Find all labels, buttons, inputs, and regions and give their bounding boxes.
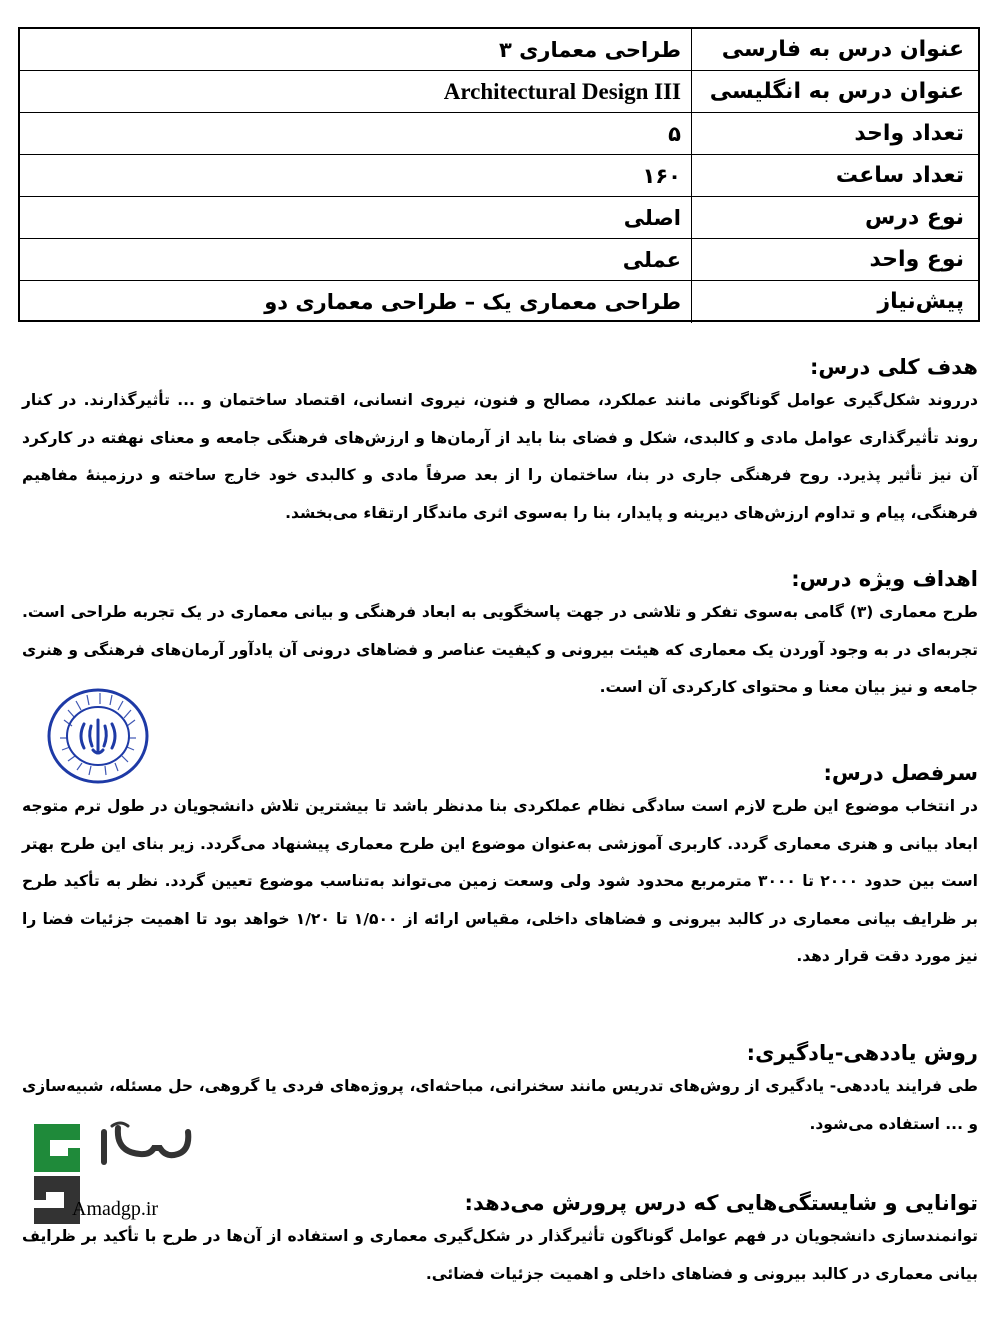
table-row bbox=[20, 239, 978, 281]
table-row bbox=[20, 197, 978, 239]
section-syllabus bbox=[22, 758, 978, 976]
row-label: تعداد واحد bbox=[691, 113, 978, 154]
table-row bbox=[20, 281, 978, 323]
row-value: طراحی معماری یک – طراحی معماری دو bbox=[264, 290, 681, 314]
row-label: عنوان درس به انگلیسی bbox=[691, 71, 978, 112]
row-value: اصلی bbox=[623, 206, 681, 230]
row-value: طراحی معماری ۳ bbox=[498, 38, 681, 62]
section-heading: اهداف ویژه درس: bbox=[791, 567, 978, 591]
row-value: ۱۶۰ bbox=[642, 164, 681, 188]
section-heading: توانایی و شایستگی‌هایی که درس پرورش می‌دهد: bbox=[464, 1191, 978, 1215]
official-seal-icon bbox=[46, 686, 150, 786]
row-value: Architectural Design III bbox=[443, 79, 681, 104]
section-heading: سرفصل درس: bbox=[823, 761, 978, 785]
section-heading: هدف کلی درس: bbox=[810, 355, 978, 379]
section-special-goals bbox=[22, 564, 978, 707]
course-info-table bbox=[18, 27, 980, 322]
section-text: درروند شکل‌گیری عوامل گوناگونی مانند عملکرد، مصالح و فنون، نیروی انسانی، اقتصاد ساختمان و ... تأثیرگذارند. در کنار روند تأثیرگذاری عوامل مادی و کالبدی، شکل و فضای بنا باید از آرمان‌ها و ارزش‌های فرهنگی جامعه و معنای نهفته در کارکرد آن نیز تأثیر پذیرد. روح فرهنگی جاری در بنا، ساختمان را از بعد صرفاً مادی و کالبدی خود خارج ساخته و درزمینهٔ مفاهیم فرهنگی، پیام و تداوم ارزش‌های دیرینه و پایدار، بنا را به‌سوی اثری ماندگار ارتقاء می‌بخشد. bbox=[22, 391, 978, 522]
table-row bbox=[20, 29, 978, 71]
table-row bbox=[20, 113, 978, 155]
section-text: طرح معماری (۳) گامی به‌سوی تفکر و تلاشی در جهت پاسخگویی به ابعاد فرهنگی و بیانی معماری در یک تجربه طراحی است. تجربه‌ای در به وجود آوردن یک معماری که هیئت بیرونی و کیفیت عناصر و فضاهای درونی آن یادآور آرمان‌های فرهنگی و هنری جامعه و نیز بیان معنا و محتوای کارکردی آن است. bbox=[22, 603, 978, 696]
section-text: در انتخاب موضوع این طرح لازم است سادگی نظام عملکردی بنا مدنظر باشد تا بیشترین تلاش دانشجویان در طول ترم متوجه ابعاد بیانی و هنری معماری گردد. کاربری آموزشی به‌عنوان موضوع این طرح معماری پیشنهاد می‌گردد. زیر بنای این طرح بهتر است بین حدود ۲۰۰۰ تا ۳۰۰۰ مترمربع محدود شود ولی وسعت زمین می‌تواند به‌تناسب موضوع تعیین گردد. نظر به تأکید طرح بر ظرایف بیانی معماری در کالبد بیرونی و فضاهای داخلی، مقیاس ارائه از ۱/۵۰۰ تا ۱/۲۰ خواهد بود تا اهمیت جزئیات فضا را نیز مورد دقت قرار دهد. bbox=[22, 797, 978, 965]
row-value: ۵ bbox=[668, 122, 681, 146]
site-url: Amadgp.ir bbox=[72, 1198, 159, 1220]
row-label: پیش‌نیاز bbox=[691, 281, 978, 323]
table-row bbox=[20, 155, 978, 197]
section-general-goal bbox=[22, 352, 978, 532]
section-heading: روش یاددهی-یادگیری: bbox=[746, 1041, 978, 1065]
section-text: توانمندسازی دانشجویان در فهم عوامل گوناگون تأثیرگذار در شکل‌گیری معماری و استفاده از آن‌ها در طرح با تأکید بر ظرایف بیانی معماری در کالبد بیرونی و فضاهای داخلی و اهمیت جزئیات فضائی. bbox=[22, 1227, 978, 1283]
row-label: نوع درس bbox=[691, 197, 978, 238]
section-text: طی فرایند یاددهی- یادگیری از روش‌های تدریس مانند سخنرانی، مباحثه‌ای، پروژه‌های فردی یا گروهی، حل مسئله، شبیه‌سازی و ... استفاده می‌شود. bbox=[22, 1077, 978, 1133]
table-row bbox=[20, 71, 978, 113]
row-label: تعداد ساعت bbox=[691, 155, 978, 196]
row-label: نوع واحد bbox=[691, 239, 978, 280]
row-label: عنوان درس به فارسی bbox=[691, 29, 978, 70]
row-value: عملی bbox=[622, 248, 681, 272]
